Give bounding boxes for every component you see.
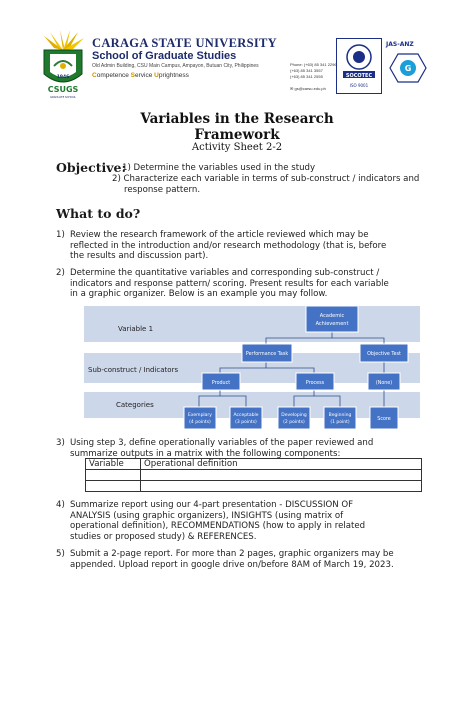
contact-line: (+63) 85 341 3557 — [290, 68, 323, 73]
step-line: Review the research framework of the article reviewed which may be — [70, 230, 369, 240]
step-number: 2) — [56, 268, 65, 278]
step-line: Determine the quantitative variables and corresponding sub-construct / — [70, 268, 380, 278]
step-3 — [70, 438, 420, 459]
node-label: Achievement — [315, 321, 349, 327]
node-label: (4 points) — [189, 420, 211, 425]
contact-line: (+63) 85 341 2555 — [290, 74, 323, 79]
step-line: studies or proposed study) & REFERENCES. — [70, 531, 257, 542]
motto-service: ervice — [135, 72, 155, 79]
motto — [92, 72, 189, 79]
contact-line: Phone: (+63) 85 341 2296 — [290, 62, 337, 67]
node-label: Score — [377, 417, 391, 422]
step-number: 5) — [56, 549, 65, 559]
step-5 — [70, 549, 420, 570]
step-number: 4) — [56, 500, 65, 510]
title-line2: Framework — [194, 127, 280, 143]
logo-text: CSUGS — [47, 85, 79, 94]
node-label: Developing — [281, 413, 307, 418]
contact-info — [290, 62, 337, 92]
node-acceptable — [230, 407, 262, 429]
step-line: appended. Upload report in google drive on/before 8AM of March 19, 2023. — [70, 559, 394, 570]
band-variable — [84, 306, 420, 342]
node-label: Performance Task — [245, 352, 289, 357]
node-developing — [278, 407, 310, 429]
node-beginning — [324, 407, 356, 429]
objective-label: Objective: — [56, 160, 127, 175]
graphic-organizer — [84, 306, 424, 430]
step-line: in a graphic organizer. Below is an example you may follow. — [70, 289, 328, 300]
node-exemplary — [184, 407, 216, 429]
matrix-header-definition: Operational definition — [141, 459, 422, 470]
matrix-row — [86, 481, 422, 492]
matrix-cell — [141, 481, 422, 492]
objective-item: response pattern. — [124, 185, 201, 195]
node-label: Objective Test — [367, 352, 401, 357]
motto-competence: ompetence — [96, 72, 131, 79]
node-label: Academic — [319, 313, 345, 319]
node-label: Beginning — [328, 413, 352, 418]
step-number: 3) — [56, 438, 65, 448]
jas-anz-logo — [384, 38, 432, 92]
socotec-certification-logo — [336, 38, 382, 94]
accreditor: JAS-ANZ — [386, 41, 414, 48]
matrix-cell — [86, 470, 141, 481]
node-academic-achievement — [306, 306, 358, 332]
node-label: Product — [211, 381, 231, 386]
step-line: Summarize report using our 4-part presentation - DISCUSSION OF — [70, 500, 354, 510]
objective-item: 1) Determine the variables used in the study — [122, 163, 316, 173]
step-4 — [70, 500, 420, 542]
cert-top: SOCOTEC — [345, 72, 373, 79]
matrix-cell — [86, 481, 141, 492]
csugs-logo — [40, 30, 86, 102]
step-line: Using step 3, define operationally variables of the paper reviewed and — [70, 438, 374, 448]
motto-uprightness: prightness — [158, 72, 189, 79]
band-label-subconstruct: Sub-construct / Indicators — [88, 366, 179, 374]
motto-c: C — [92, 72, 97, 79]
cert-bottom: ISO 9001 — [349, 83, 369, 88]
step-line: reflected in the introduction and/or research methodology (that is, before — [70, 240, 387, 251]
university-name: CARAGA STATE UNIVERSITY — [92, 36, 277, 50]
step-line: summarize outputs in a matrix with the following components: — [70, 448, 341, 459]
step-2 — [70, 268, 420, 300]
svg-text:G: G — [404, 64, 412, 73]
step-number: 1) — [56, 230, 65, 240]
school-name: School of Graduate Studies — [92, 50, 237, 62]
node-label: (1 point) — [330, 420, 350, 425]
sunburst-icon — [44, 30, 84, 50]
what-to-do-heading: What to do? — [56, 206, 141, 221]
subtitle: Activity Sheet 2-2 — [191, 142, 283, 153]
address: Old Admin Building, CSU Main Campus, Ampayon, Butuan City, Philippines — [92, 63, 259, 69]
step-line: the results and discussion part). — [70, 251, 209, 262]
matrix-row — [86, 470, 422, 481]
logo-year: 1946 — [56, 75, 70, 80]
title-line1: Variables in the Research — [140, 111, 334, 127]
operational-definition-matrix — [85, 458, 422, 492]
contact-email: ✉ gs@carsu.edu.ph — [290, 86, 326, 91]
step-1 — [70, 230, 420, 262]
matrix-header-row — [86, 459, 422, 470]
node-label: (None) — [375, 381, 393, 386]
objective-item: 2) Characterize each variable in terms of sub-construct / indicators and — [112, 174, 420, 184]
step-line: Submit a 2-page report. For more than 2 pages, graphic organizers may be — [70, 549, 394, 559]
band-label-categories: Categories — [116, 401, 154, 409]
step-line: operational definition), RECOMMENDATIONS (how to apply in related — [70, 521, 366, 532]
matrix-cell — [141, 470, 422, 481]
node-label: (3 points) — [235, 420, 257, 425]
band-label-variable: Variable 1 — [118, 325, 154, 333]
node-label: Exemplary — [188, 413, 212, 418]
node-label: Acceptable — [233, 413, 259, 418]
motto-u: U — [154, 72, 159, 79]
motto-s: S — [130, 72, 136, 79]
step-line: indicators and response pattern/ scoring. Present results for each variable — [70, 278, 389, 289]
step-line: ANALYSIS (using graphic organizers), INSIGHTS (using matrix of — [70, 510, 344, 521]
matrix-header-variable: Variable — [86, 459, 141, 470]
node-label: (2 points) — [283, 420, 305, 425]
node-label: Process — [305, 381, 325, 386]
logo-subtext: GRADUATE SCHOOL — [50, 96, 76, 99]
